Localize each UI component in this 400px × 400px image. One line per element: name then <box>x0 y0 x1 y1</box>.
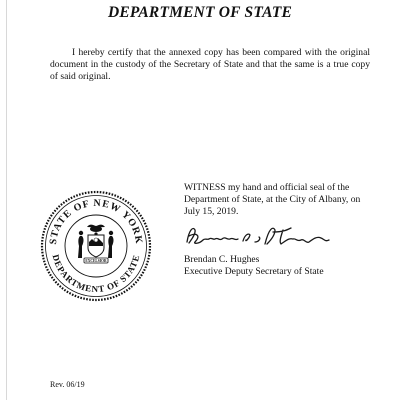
handwritten-signature <box>183 222 333 250</box>
left-margin-rule <box>6 0 7 400</box>
seal-bottom-text: DEPARTMENT OF STATE <box>50 253 142 295</box>
witness-line-1: WITNESS my hand and official seal of the <box>184 182 350 193</box>
department-title: DEPARTMENT OF STATE <box>107 4 293 21</box>
certification-paragraph <box>50 47 370 83</box>
witness-line-2: Department of State, at the City of Albany, on <box>184 194 361 205</box>
seal-top-text: STATE OF NEW YORK <box>47 197 145 246</box>
signer-name: Brendan C. Hughes <box>184 254 260 265</box>
witness-line-3: July 15, 2019. <box>184 206 239 217</box>
signer-title: Executive Deputy Secretary of State <box>184 266 324 277</box>
coat-of-arms <box>78 225 114 263</box>
state-seal-icon <box>40 190 152 302</box>
seal-motto: EXCELSIOR <box>85 259 107 263</box>
witness-block <box>184 182 384 218</box>
certification-text: I hereby certify that the annexed copy has been compared with the original document in the custody of the Secretary of State and that the same is a true copy of said original. <box>50 47 370 82</box>
revision-label: Rev. 06/19 <box>50 380 85 389</box>
